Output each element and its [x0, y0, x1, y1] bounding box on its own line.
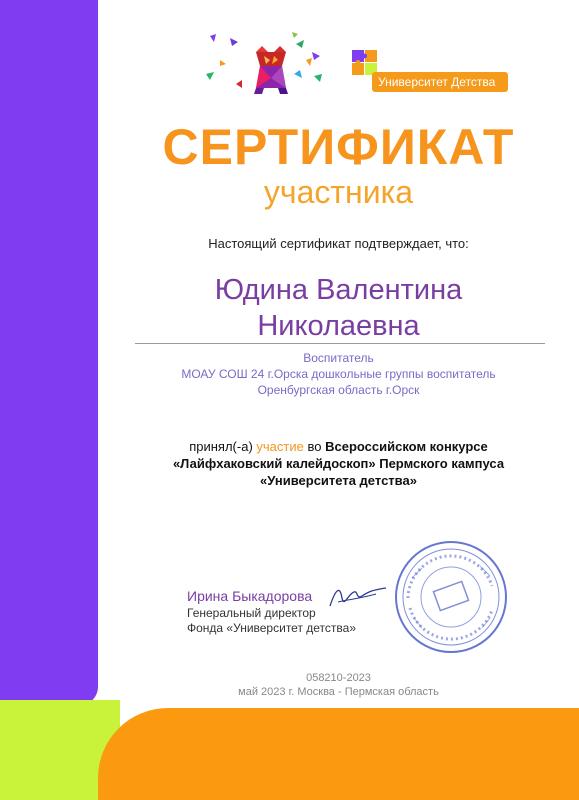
signer-role-line1: Генеральный директор: [187, 606, 316, 620]
participation-text: [98, 438, 579, 489]
recipient-name-line2: Николаевна: [257, 310, 420, 342]
official-stamp-icon: [392, 538, 510, 656]
brand-name-pill: Университет Детства: [372, 72, 508, 92]
contest-name-line1: Всероссийском конкурсе: [325, 439, 488, 454]
name-underline: [135, 343, 545, 344]
recipient-name-line1: Юдина Валентина: [214, 274, 463, 306]
participation-prefix: принял(-а): [189, 439, 253, 454]
bottom-orange-band: [98, 708, 579, 800]
contest-name-line2: «Лайфхаковский калейдоскоп» Пермского кампуса: [172, 456, 505, 471]
recipient-position: [98, 350, 579, 398]
signature-icon: [326, 584, 390, 612]
recipient-name: [98, 272, 579, 344]
bear-logo-icon: [202, 30, 332, 100]
signer-name: Ирина Быкадорова: [187, 588, 313, 604]
position-line2: МОАУ СОШ 24 г.Орска дошкольные группы воспитатель: [181, 367, 496, 381]
brand-logo: [350, 48, 510, 94]
certificate-subtitle: участника: [263, 174, 414, 210]
participation-middle: во: [307, 439, 322, 454]
participation-accent: участие: [256, 439, 304, 454]
left-purple-bar: [0, 0, 98, 705]
issue-place-date: май 2023 г. Москва - Пермская область: [238, 686, 439, 698]
certificate-code: 058210-2023: [306, 672, 371, 684]
confirm-text: Настоящий сертификат подтверждает, что:: [208, 236, 469, 251]
position-line3: Оренбургская область г.Орск: [257, 383, 420, 397]
contest-name-line3: «Университета детства»: [260, 473, 417, 488]
position-line1: Воспитатель: [303, 351, 374, 365]
certificate-title: СЕРТИФИКАТ: [162, 119, 515, 175]
signer-role-line2: Фонда «Университет детства»: [187, 621, 357, 635]
